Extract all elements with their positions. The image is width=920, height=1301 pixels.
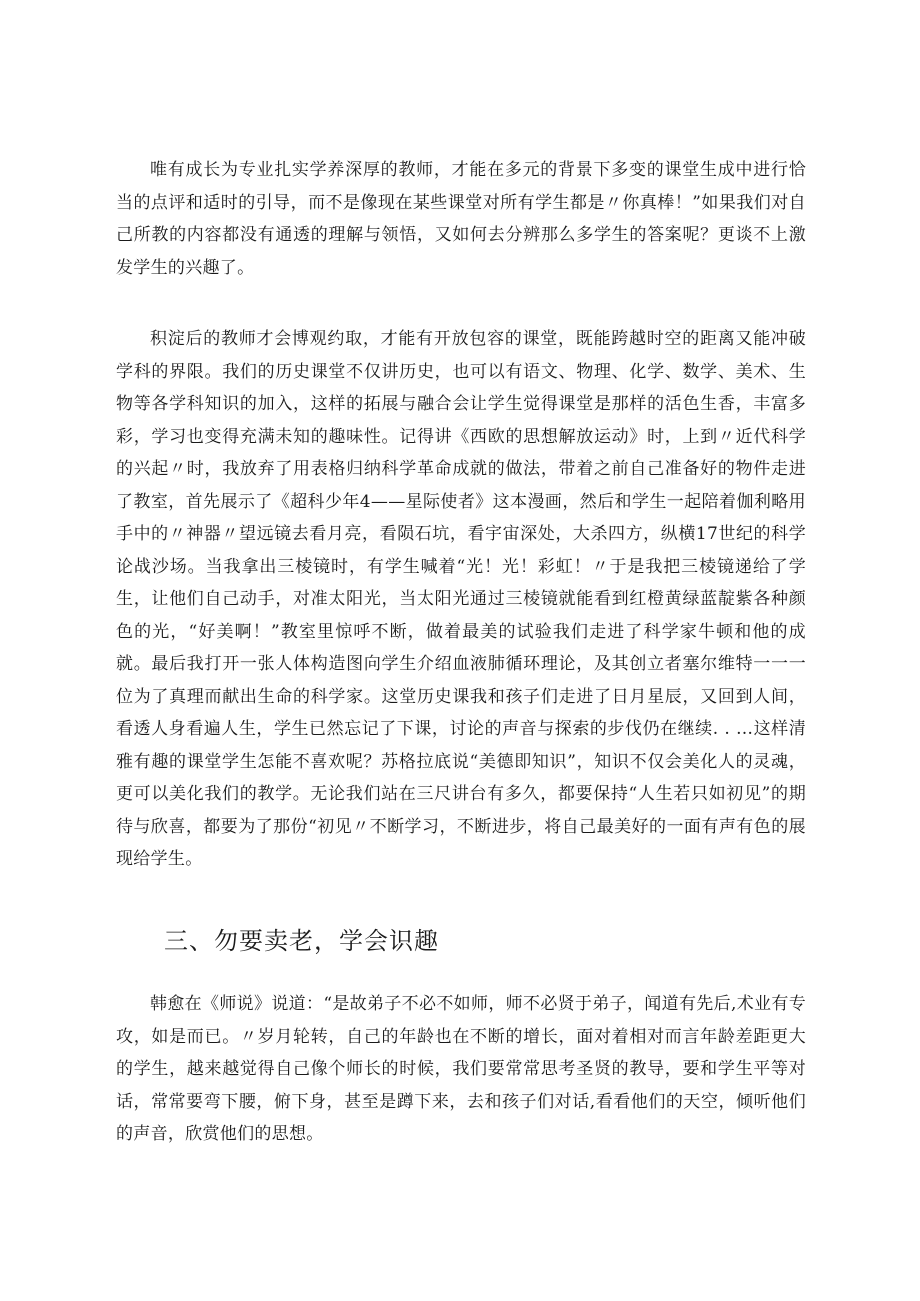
paragraph-history-class: 积淀后的教师才会博观约取，才能有开放包容的课堂，既能跨越时空的距离又能冲破学科的界限。我们的历史课堂不仅讲历史，也可以有语文、物理、化学、数学、美术、生物等各学科知识的加入，这样的拓展与融合会让学生觉得课堂是那样的活色生香，丰富多彩，学习也变得充满未知的趣味性。记得讲《西欧的思想解放运动》时，上到〃近代科学的兴起〃时，我放弃了用表格归纳科学革命成就的做法，带着之前自己准备好的物件走进了教室，首先展示了《超科少年4——星际使者》这本漫画，然后和学生一起陪着伽利略用手中的〃神器〃望远镜去看月亮，看陨石坑，看宇宙深处，大杀四方，纵横17世纪的科学论战沙场。当我拿出三棱镜时，有学生喊着“光！光！彩虹！〃于是我把三棱镜递给了学生，让他们自己动手，对准太阳光，当太阳光通过三棱镜就能看到红橙黄绿蓝靛紫各种颜色的光，“好美啊！”教室里惊呼不断，做着最美的试验我们走进了科学家牛顿和他的成就。最后我打开一张人体构造图向学生介绍血液肺循环理论，及其创立者塞尔维特一一一位为了真理而献出生命的科学家。这堂历史课我和孩子们走进了日月星辰，又回到人间，看透人身看遍人生，学生已然忘记了下课，讨论的声音与探索的步伐仍在继续. . …这样清雅有趣的课堂学生怎能不喜欢呢？苏格拉底说“美德即知识”，知识不仅会美化人的灵魂，更可以美化我们的教学。无论我们站在三尺讲台有多久，都要保持“人生若只如初见”的期待与欣喜，都要为了那份“初见〃不断学习，不断进步，将自己最美好的一面有声有色的展现给学生。 [116,329,806,869]
paragraph-han-yu: 韩愈在《师说》说道：“是故弟子不必不如师，师不必贤于弟子，闻道有先后,术业有专攻，如是而已。〃岁月轮转，自己的年龄也在不断的增长，面对着相对而言年龄差距更大的学生，越来越觉得自己像个师长的时候，我们要常常思考圣贤的教导，要和学生平等对话，常常要弯下腰，俯下身，甚至是蹲下来，去和孩子们对话,看看他们的天空，倾听他们的声音，欣赏他们的思想。 [116,994,806,1144]
section-heading: 三、勿要卖老，学会识趣 [164,927,439,955]
paragraph-growth: 唯有成长为专业扎实学养深厚的教师，才能在多元的背景下多变的课堂生成中进行恰当的点评和适时的引导，而不是像现在某些课堂对所有学生都是〃你真棒！”如果我们对自己所教的内容都没有通透的理解与领悟，又如何去分辨那么多学生的答案呢？更谈不上激发学生的兴趣了。 [116,160,806,278]
